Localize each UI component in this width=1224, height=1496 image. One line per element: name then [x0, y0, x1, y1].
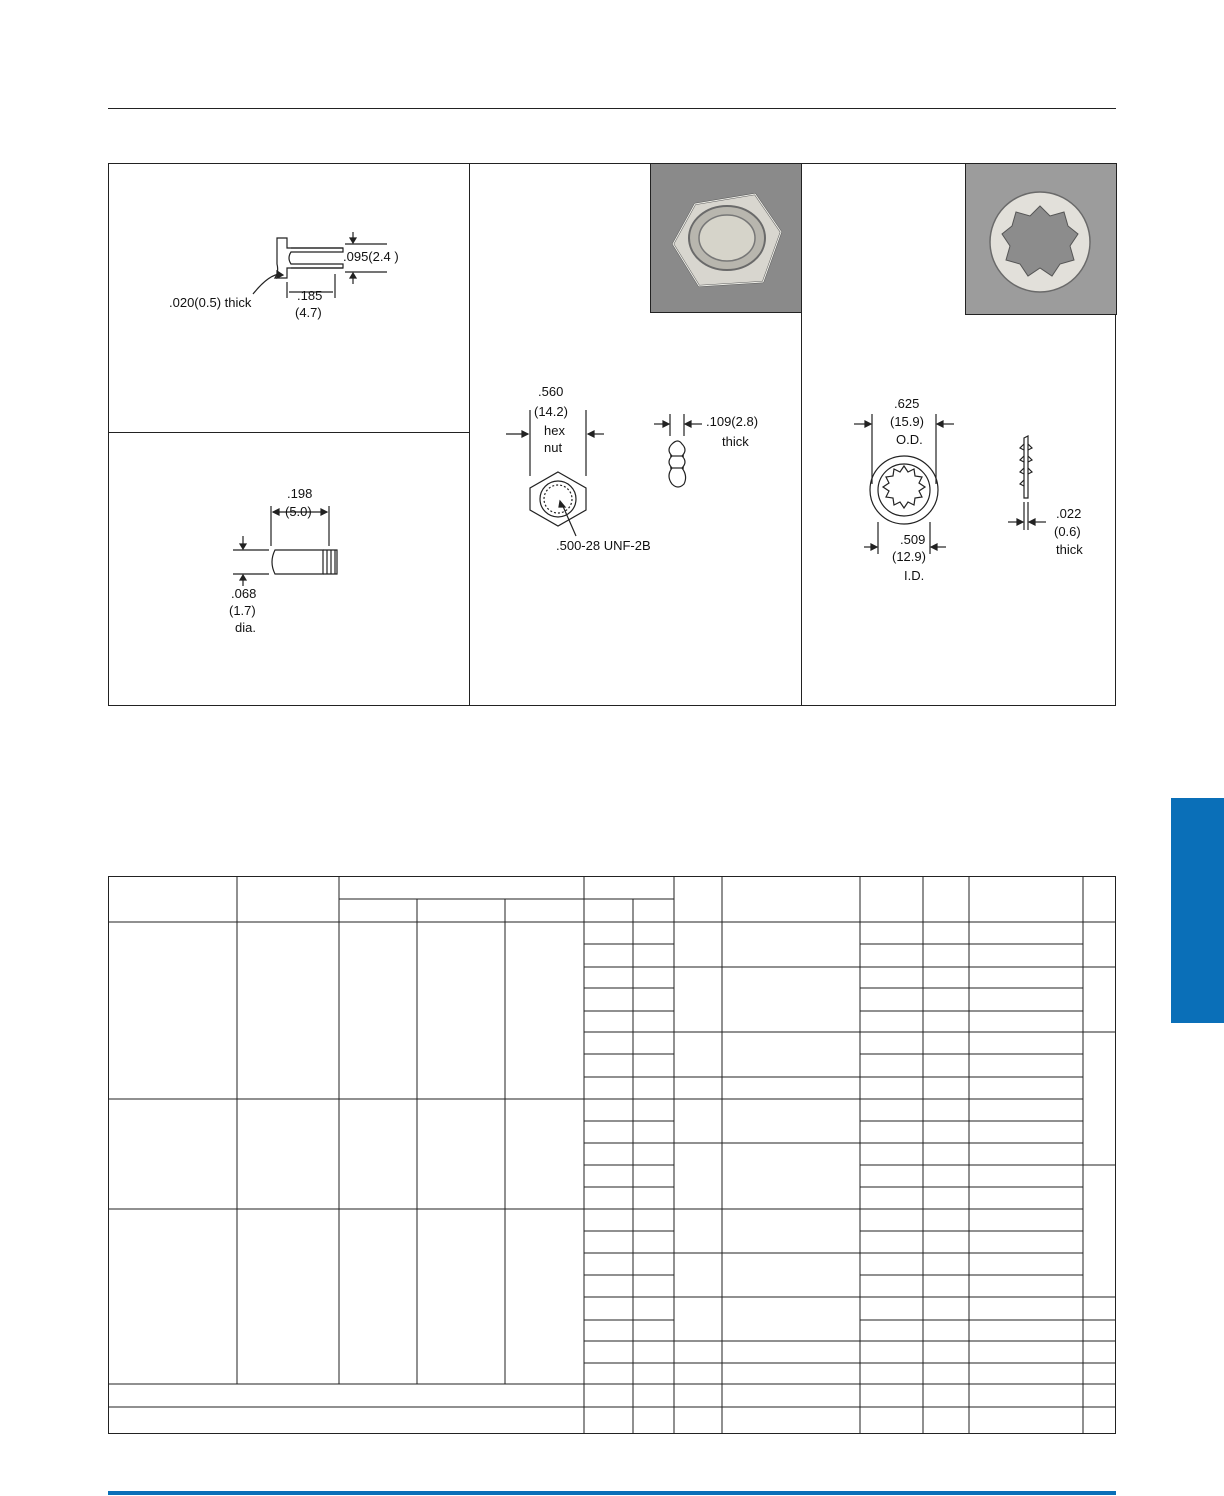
lockwasher-drawing	[802, 384, 1116, 604]
dim-height: .095(2.4 )	[343, 249, 399, 264]
terminal-clip-drawing	[109, 164, 469, 432]
hex-label-2: nut	[544, 440, 563, 455]
header-rule	[108, 108, 1116, 109]
spec-table	[108, 876, 1116, 1434]
dim-pin-length-in: .198	[287, 486, 313, 501]
dim-pin-dia-in: .068	[231, 586, 257, 601]
id-mm: (12.9)	[892, 549, 926, 564]
hex-nut-photo	[650, 163, 802, 313]
hex-nut-icon	[651, 164, 801, 312]
washer-thick-in: .022	[1056, 506, 1082, 521]
dim-pin-dia-label: dia.	[235, 620, 256, 635]
id-in: .509	[900, 532, 926, 547]
pin-drawing	[109, 432, 469, 705]
dim-length-in: .185	[297, 288, 323, 303]
washer-thick-label: thick	[1056, 542, 1083, 557]
footer-rule	[108, 1491, 1116, 1495]
hex-thread: .500-28 UNF-2B	[556, 538, 651, 553]
washer-thick-mm: (0.6)	[1054, 524, 1081, 539]
hex-nut-drawing	[470, 364, 801, 604]
hex-thickness-label: thick	[722, 434, 749, 449]
hex-across-mm: (14.2)	[534, 404, 568, 419]
dim-length-mm: (4.7)	[295, 305, 322, 320]
hex-thickness-val: .109(2.8)	[706, 414, 759, 429]
lockwasher-photo	[965, 163, 1117, 315]
od-mm: (15.9)	[890, 414, 924, 429]
hex-across-in: .560	[538, 384, 564, 399]
dim-pin-length-mm: (5.0)	[285, 504, 312, 519]
dim-thickness: .020(0.5) thick	[169, 295, 252, 310]
od-label: O.D.	[896, 432, 923, 447]
dim-pin-dia-mm: (1.7)	[229, 603, 256, 618]
lockwasher-icon	[966, 164, 1116, 314]
section-tab	[1171, 798, 1224, 1023]
od-in: .625	[894, 396, 920, 411]
id-label: I.D.	[904, 568, 925, 583]
hex-label-1: hex	[544, 423, 565, 438]
figures-panel	[108, 163, 1116, 706]
